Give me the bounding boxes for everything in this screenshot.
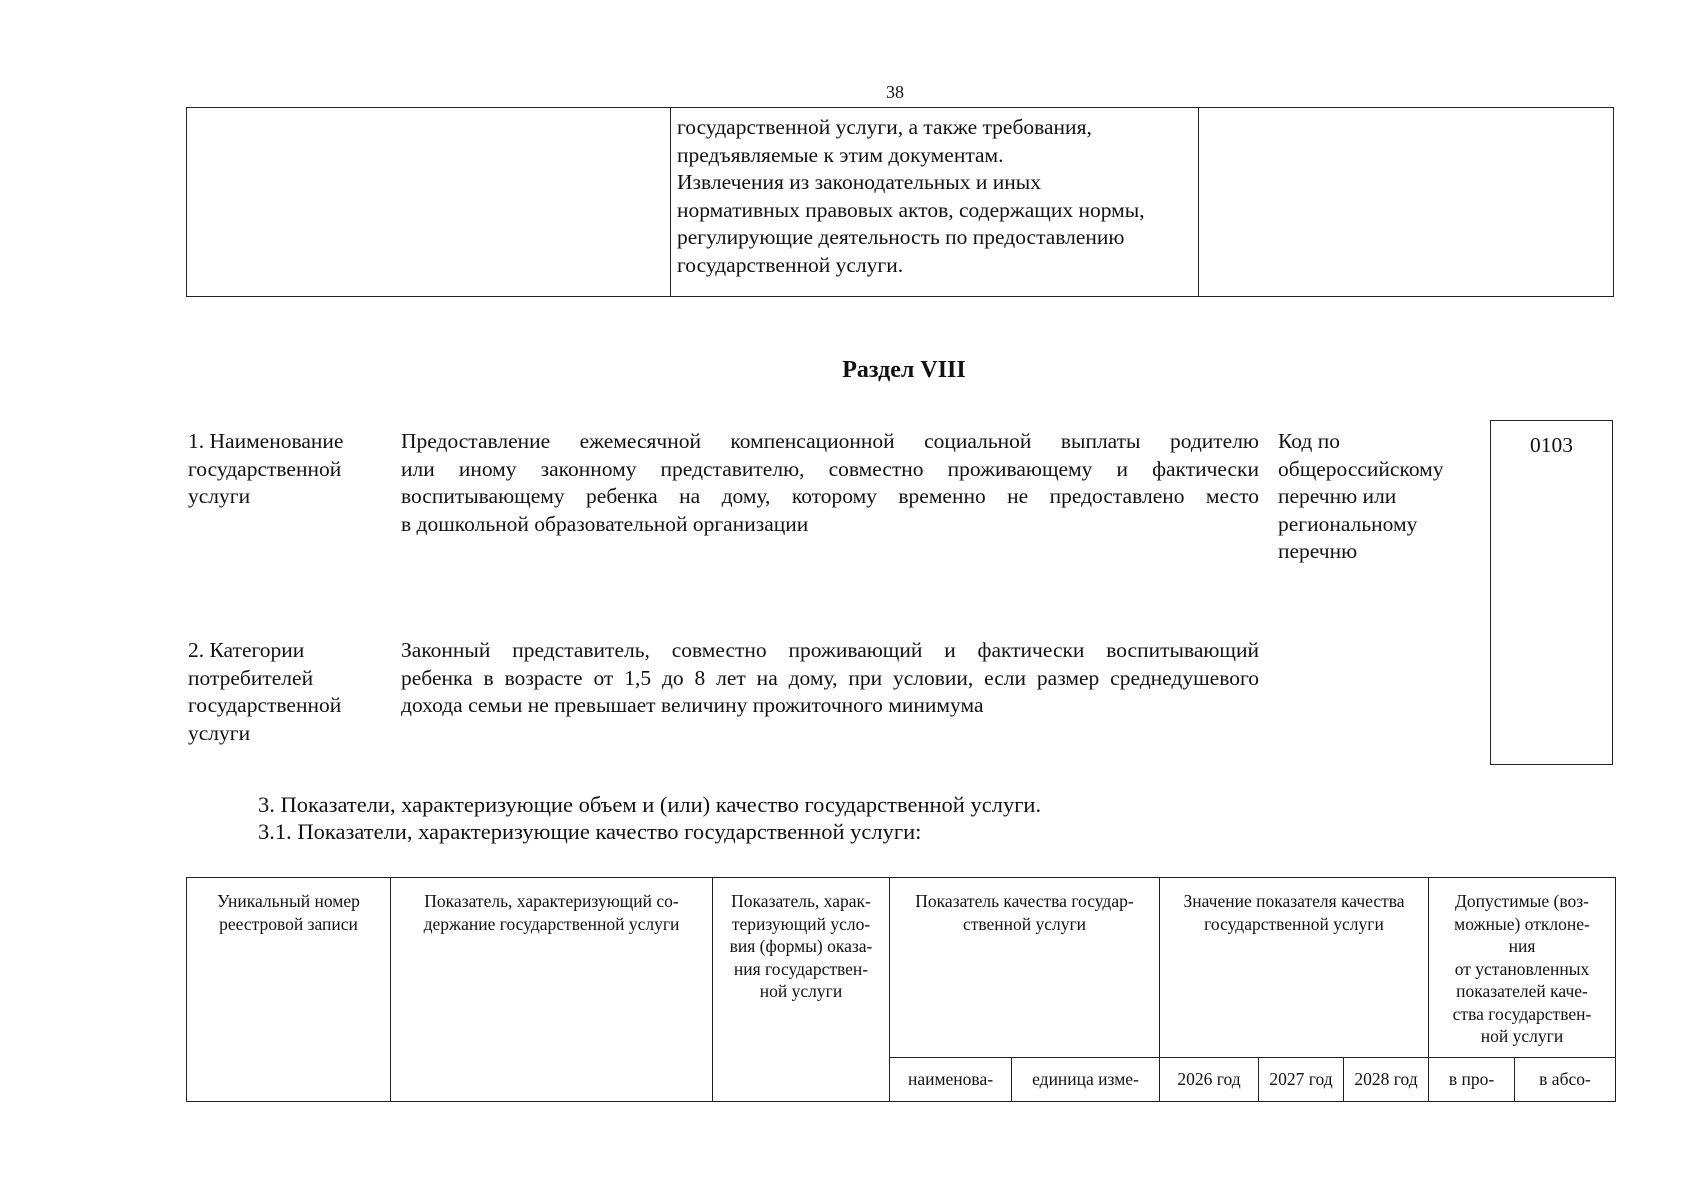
text-line: Предоставление ежемесячной компенсационной социальной выплаты родителю (401, 429, 1259, 453)
text-line: предъявляемые к этим документам. (677, 142, 1004, 167)
header-line: от установленных (1454, 958, 1590, 979)
consumers-text (401, 637, 1259, 720)
text-line: Извлечения из законодательных и иных (677, 170, 1041, 194)
text-line: ребенка в возрасте от 1,5 до 8 лет на дому, при условии, если размер среднедушевого (401, 665, 1259, 690)
quality-indicators-table (186, 877, 1616, 1102)
code-box (1490, 420, 1613, 765)
label-line: Код по (1278, 429, 1340, 453)
subheader-unit: единица изме- (1012, 1058, 1160, 1102)
header-line: вия (формы) оказа- (729, 936, 873, 956)
label-line: потребителей (188, 665, 314, 690)
indicators-heading: 3. Показатели, характеризующие объем и (или) качество государственной услуги. (258, 792, 1042, 817)
subheader-year-2027: 2027 год (1259, 1058, 1344, 1102)
label-line: услуги (188, 484, 251, 508)
label-line: перечню (1278, 539, 1358, 563)
header-line: Уникальный номер (217, 891, 360, 911)
code-label (1278, 428, 1444, 566)
text-line: Законный представитель, совместно проживающий и фактически воспитывающий (401, 638, 1259, 662)
header-content-indicator (391, 878, 713, 1102)
header-line: ной услуги (759, 981, 843, 1001)
text-line: воспитывающему ребенка на дому, которому временно не предоставлено место (401, 484, 1259, 508)
header-line: Показатель, характеризующий со- (424, 891, 679, 911)
text-line: государственной услуги, а также требования, (677, 115, 1092, 139)
header-line: ния государствен- (733, 958, 869, 979)
header-line: ственной услуги (962, 913, 1087, 934)
header-line: Значение показателя качества (1183, 891, 1405, 911)
header-line: ния (1508, 936, 1536, 956)
continuation-text (671, 108, 1198, 279)
text-line: регулирующие деятельность по предоставлению (677, 225, 1125, 249)
service-name-text (401, 428, 1259, 538)
subheader-name: наименова- (890, 1058, 1012, 1102)
header-registry-number (187, 878, 391, 1102)
label-line: 1. Наименование (188, 429, 344, 453)
subheader-percent: в про- (1429, 1058, 1515, 1102)
subheader-absolute: в абсо- (1515, 1058, 1616, 1102)
header-line: государственной услуги (1204, 913, 1384, 934)
quality-indicators-heading: 3.1. Показатели, характеризующие качество государственной услуги: (258, 819, 922, 844)
text-line: дохода семьи не превышает величину прожиточного минимума (401, 693, 984, 717)
consumers-label (188, 637, 341, 747)
header-line: ства государствен- (1452, 1003, 1592, 1024)
text-line: государственной услуги. (677, 252, 904, 277)
header-line: реестровой записи (219, 913, 358, 934)
label-line: перечню или (1278, 484, 1397, 508)
header-line: ной услуги (1480, 1026, 1564, 1046)
label-line: 2. Категории (188, 638, 305, 662)
continuation-cell-text (671, 108, 1199, 297)
continuation-cell-empty-right (1199, 108, 1614, 297)
header-line: теризующий усло- (731, 913, 871, 934)
header-allowed-deviations (1429, 878, 1616, 1058)
header-line: Показатель качества государ- (915, 891, 1134, 911)
subheader-year-2026: 2026 год (1160, 1058, 1259, 1102)
continuation-cell-empty-left (187, 108, 671, 297)
header-conditions-indicator (713, 878, 890, 1102)
continuation-table (186, 107, 1614, 297)
subheader-year-2028: 2028 год (1344, 1058, 1429, 1102)
label-line: государственной (188, 693, 342, 717)
page-number: 38 (886, 82, 904, 102)
code-value: 0103 (1530, 433, 1573, 457)
text-line: нормативных правовых актов, содержащих нормы, (677, 197, 1145, 222)
header-line: можные) отклоне- (1454, 913, 1590, 934)
header-line: держание государственной услуги (423, 913, 680, 934)
text-line: в дошкольной образовательной организации (401, 511, 809, 536)
header-line: Показатель, харак- (731, 891, 871, 911)
header-line: показателей каче- (1456, 981, 1588, 1001)
section-title: Раздел VIII (842, 357, 966, 383)
header-indicator-value (1160, 878, 1429, 1058)
label-line: государственной (188, 456, 342, 481)
label-line: общероссийскому (1278, 456, 1444, 481)
header-quality-indicator (890, 878, 1160, 1058)
header-line: Допустимые (воз- (1454, 891, 1590, 911)
text-line: или иному законному представителю, совместно проживающему и фактически (401, 456, 1259, 481)
label-line: региональному (1278, 511, 1418, 536)
label-line: услуги (188, 720, 251, 745)
service-name-label (188, 428, 343, 511)
